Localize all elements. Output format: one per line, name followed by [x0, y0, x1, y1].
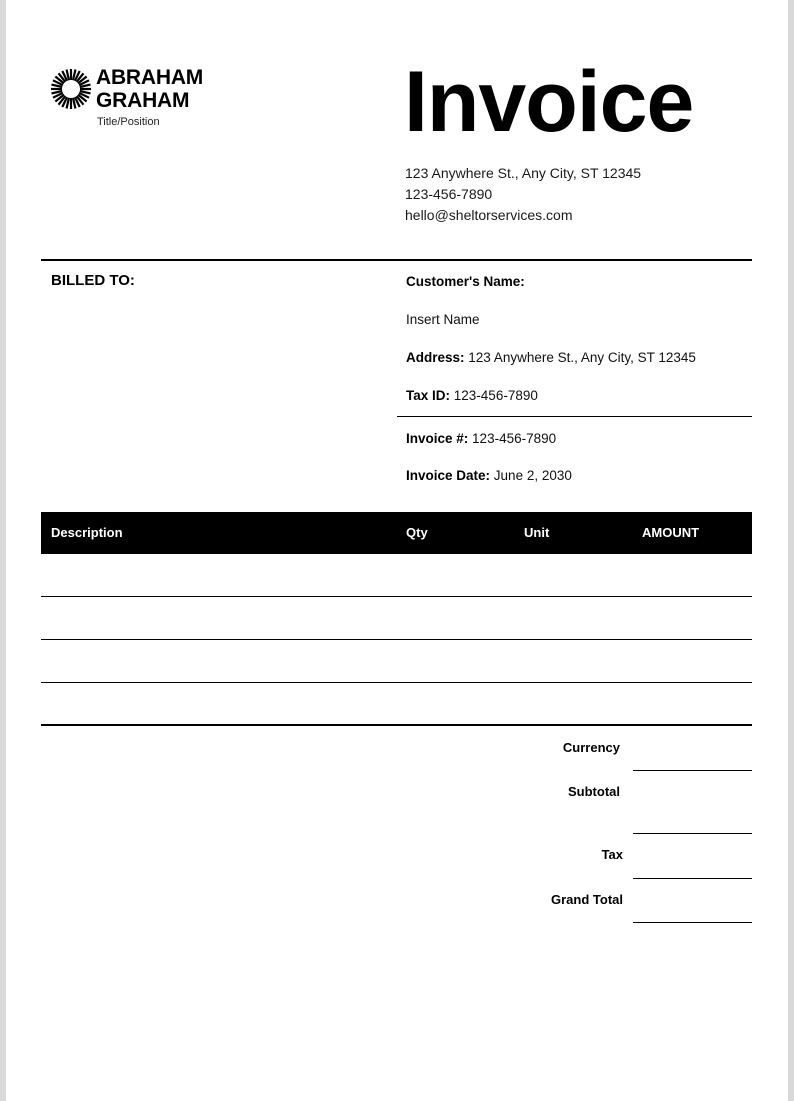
table-row: [41, 554, 752, 597]
table-row: [41, 597, 752, 639]
customer-name-label-row: [406, 273, 525, 291]
column-header-description: Description: [51, 525, 123, 540]
grand-total-label: Grand Total: [551, 892, 623, 907]
table-header: [41, 512, 752, 554]
invoice-date-row: [406, 467, 572, 485]
tax-id-row: [406, 387, 538, 405]
tax-id-value: 123-456-7890: [453, 388, 538, 403]
table-row: [41, 640, 752, 682]
currency-label: Currency: [562, 740, 620, 755]
customer-name-label: Customer's Name:: [406, 274, 525, 289]
invoice-number-value: 123-456-7890: [472, 431, 557, 446]
customer-name-value: Insert Name: [406, 312, 480, 327]
column-header-amount: AMOUNT: [642, 525, 700, 540]
subtotal-label: Subtotal: [568, 784, 620, 799]
address-value: 123 Anywhere St., Any City, ST 12345: [468, 350, 696, 365]
column-header-qty: Qty: [406, 525, 428, 540]
company-name-line1: ABRAHAM: [96, 66, 204, 89]
company-name: [96, 66, 203, 112]
address-label: Address:: [406, 350, 465, 365]
invoice-date-value: June 2, 2030: [493, 468, 572, 483]
invoice-page: [6, 0, 788, 1101]
billing-divider: [397, 416, 752, 417]
tax-underline: [633, 878, 752, 879]
tax-label: Tax: [601, 847, 623, 862]
invoice-date-label: Invoice Date:: [406, 468, 491, 483]
header-divider: [41, 259, 752, 261]
sender-address: 123 Anywhere St., Any City, ST 12345: [405, 165, 642, 181]
subtotal-underline: [633, 833, 752, 834]
tax-id-label: Tax ID:: [406, 388, 451, 403]
column-header-unit: Unit: [524, 525, 550, 540]
table-row: [41, 683, 752, 725]
billed-to-heading: BILLED TO:: [51, 272, 135, 289]
invoice-number-row: [406, 430, 556, 448]
grand-total-underline: [633, 922, 752, 923]
address-row: [406, 349, 696, 367]
invoice-number-label: Invoice #:: [406, 431, 469, 446]
currency-underline: [633, 770, 752, 771]
sunburst-icon: [50, 68, 92, 110]
company-name-line2: GRAHAM: [96, 89, 190, 112]
page-title: Invoice: [404, 54, 694, 150]
sender-phone: 123-456-7890: [405, 186, 493, 202]
table-bottom-divider: [41, 724, 752, 726]
sender-email: hello@sheltorservices.com: [405, 207, 573, 223]
company-title: Title/Position: [97, 116, 160, 128]
